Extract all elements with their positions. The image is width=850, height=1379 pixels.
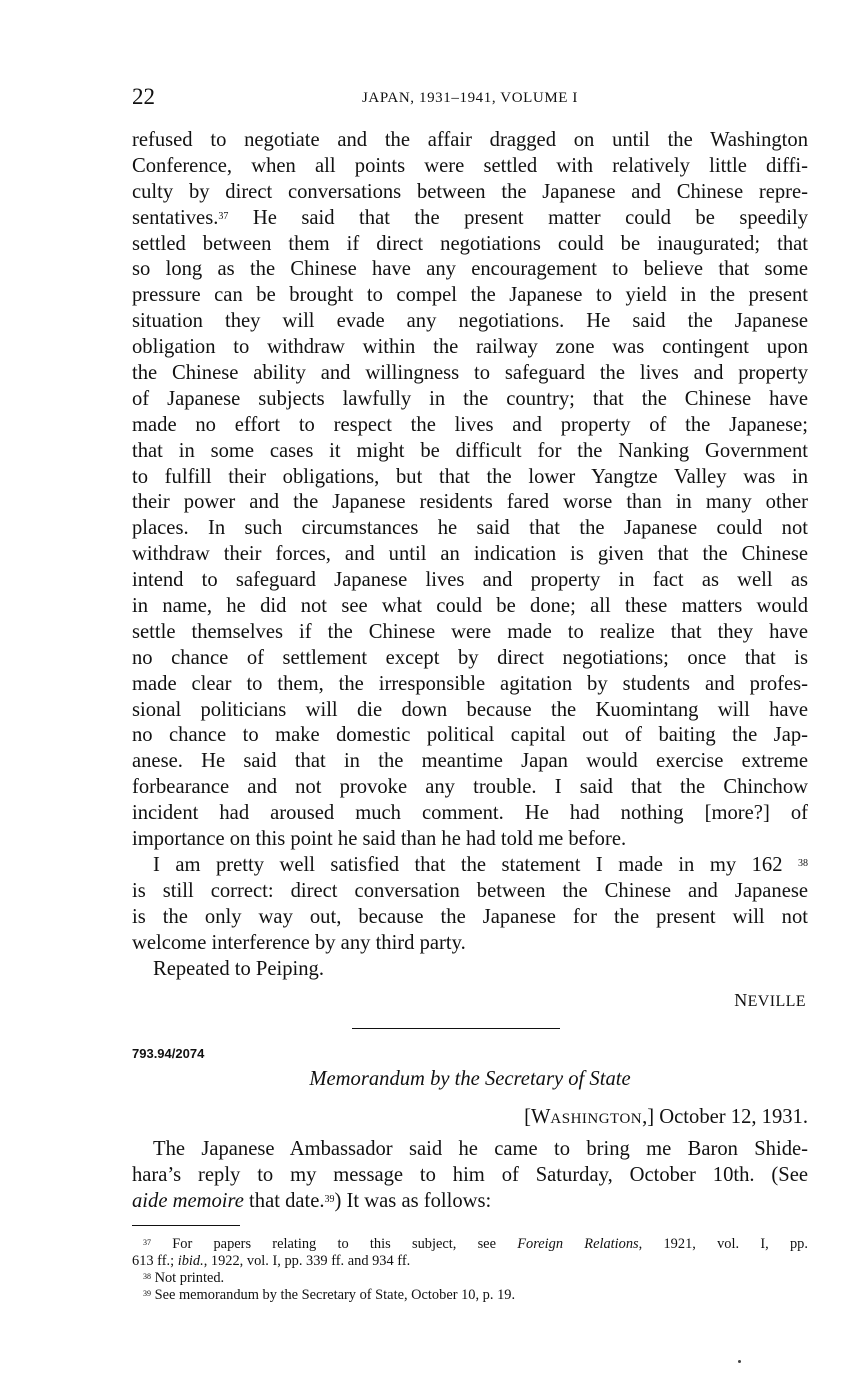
body-line: made clear to them, the irresponsible agitation by students and profes- bbox=[132, 672, 808, 695]
body-line: Conference, when all points were settled with relatively little diffi- bbox=[132, 154, 808, 177]
body-line: pressure can be brought to compel the Japanese to yield in the present bbox=[132, 284, 808, 307]
body-line: I am pretty well satisfied that the statement I made in my 162 $^{38}$ bbox=[153, 853, 808, 876]
body-line: settle themselves if the Chinese were made to realize that they have bbox=[132, 620, 808, 643]
dateline-date: October 12, 1931. bbox=[659, 1106, 808, 1128]
dateline-place: [WASHINGTON,] bbox=[524, 1106, 655, 1128]
page-header bbox=[132, 84, 808, 114]
body-line: no chance of settlement except by direct negotiations; once that is bbox=[132, 646, 808, 669]
body-line: refused to negotiate and the affair dragged on until the Washington bbox=[132, 129, 808, 151]
dateline bbox=[524, 1106, 808, 1129]
body-line: made no effort to respect the lives and property of the Japanese; bbox=[132, 413, 808, 436]
footnote: 613 ff.; ibid., 1922, vol. I, pp. 339 ff. and 934 ff. bbox=[132, 1253, 411, 1269]
body-line: anese. He said that in the meantime Japan would exercise extreme bbox=[132, 750, 808, 773]
memo-line: The Japanese Ambassador said he came to bring me Baron Shide- bbox=[153, 1138, 808, 1160]
footnote: $^{38}$ Not printed. bbox=[143, 1270, 225, 1286]
body-line: incident had aroused much comment. He had nothing [more?] of bbox=[132, 802, 808, 825]
body-line: settled between them if direct negotiations could be inaugurated; that bbox=[132, 232, 808, 255]
speck-mark bbox=[738, 1360, 741, 1363]
memo-body bbox=[132, 1137, 808, 1215]
section-divider bbox=[352, 1028, 560, 1029]
body-line: obligation to withdraw within the railway zone was contingent upon bbox=[132, 336, 808, 359]
body-line: places. In such circumstances he said that the Japanese could not bbox=[132, 517, 808, 540]
body-line: is the only way out, because the Japanese for the present will not bbox=[132, 905, 808, 928]
body-line: of Japanese subjects lawfully in the country; that the Chinese have bbox=[132, 387, 808, 410]
telegram-body bbox=[132, 128, 808, 982]
body-line: welcome interference by any third party. bbox=[132, 931, 466, 954]
body-line: sentatives.$^{37}$ He said that the present matter could be speedily bbox=[132, 206, 808, 229]
body-line: sional politicians will die down because the Kuomintang will have bbox=[132, 698, 808, 721]
running-head: JAPAN, 1931–1941, VOLUME I bbox=[361, 90, 579, 106]
memo-title: Memorandum by the Secretary of State bbox=[309, 1068, 631, 1090]
body-line: the Chinese ability and willingness to safeguard the lives and property bbox=[132, 362, 808, 385]
body-line: no chance to make domestic political capital out of baiting the Jap- bbox=[132, 724, 808, 747]
footnotes bbox=[132, 1236, 808, 1304]
body-line: withdraw their forces, and until an indication is given that the Chinese bbox=[132, 543, 808, 566]
page-number: 22 bbox=[132, 84, 155, 109]
memo-line: aide memoire that date.$^{39}$) It was as follows: bbox=[132, 1189, 492, 1212]
body-line: importance on this point he said than he had told me before. bbox=[132, 828, 627, 851]
body-line: intend to safeguard Japanese lives and property in fact as well as bbox=[132, 569, 808, 592]
body-line: so long as the Chinese have any encouragement to believe that some bbox=[132, 258, 808, 281]
body-line: is still correct: direct conversation between the Chinese and Japanese bbox=[132, 879, 808, 902]
footnote: $^{37}$ For papers relating to this subject, see Foreign Relations, 1921, vol. I, pp. bbox=[143, 1236, 808, 1252]
file-number: 793.94/2074 bbox=[132, 1046, 205, 1061]
body-line: their power and the Japanese residents fared worse than in many other bbox=[132, 491, 808, 514]
body-line: to fulfill their obligations, but that the lower Yangtze Valley was in bbox=[132, 465, 808, 488]
footnote-rule bbox=[132, 1225, 240, 1226]
body-line: Repeated to Peiping. bbox=[153, 957, 325, 980]
body-line: that in some cases it might be difficult for the Nanking Government bbox=[132, 439, 808, 462]
body-line: culty by direct conversations between the Japanese and Chinese repre- bbox=[132, 180, 808, 203]
signature: NEVILLE bbox=[734, 990, 806, 1010]
body-line: forbearance and not provoke any trouble. I said that the Chinchow bbox=[132, 776, 808, 799]
memo-line: hara’s reply to my message to him of Saturday, October 10th. (See bbox=[132, 1163, 808, 1186]
footnote: $^{39}$ See memorandum by the Secretary of State, October 10, p. 19. bbox=[143, 1287, 516, 1303]
body-line: situation they will evade any negotiations. He said the Japanese bbox=[132, 310, 808, 333]
body-line: in name, he did not see what could be done; all these matters would bbox=[132, 595, 808, 618]
